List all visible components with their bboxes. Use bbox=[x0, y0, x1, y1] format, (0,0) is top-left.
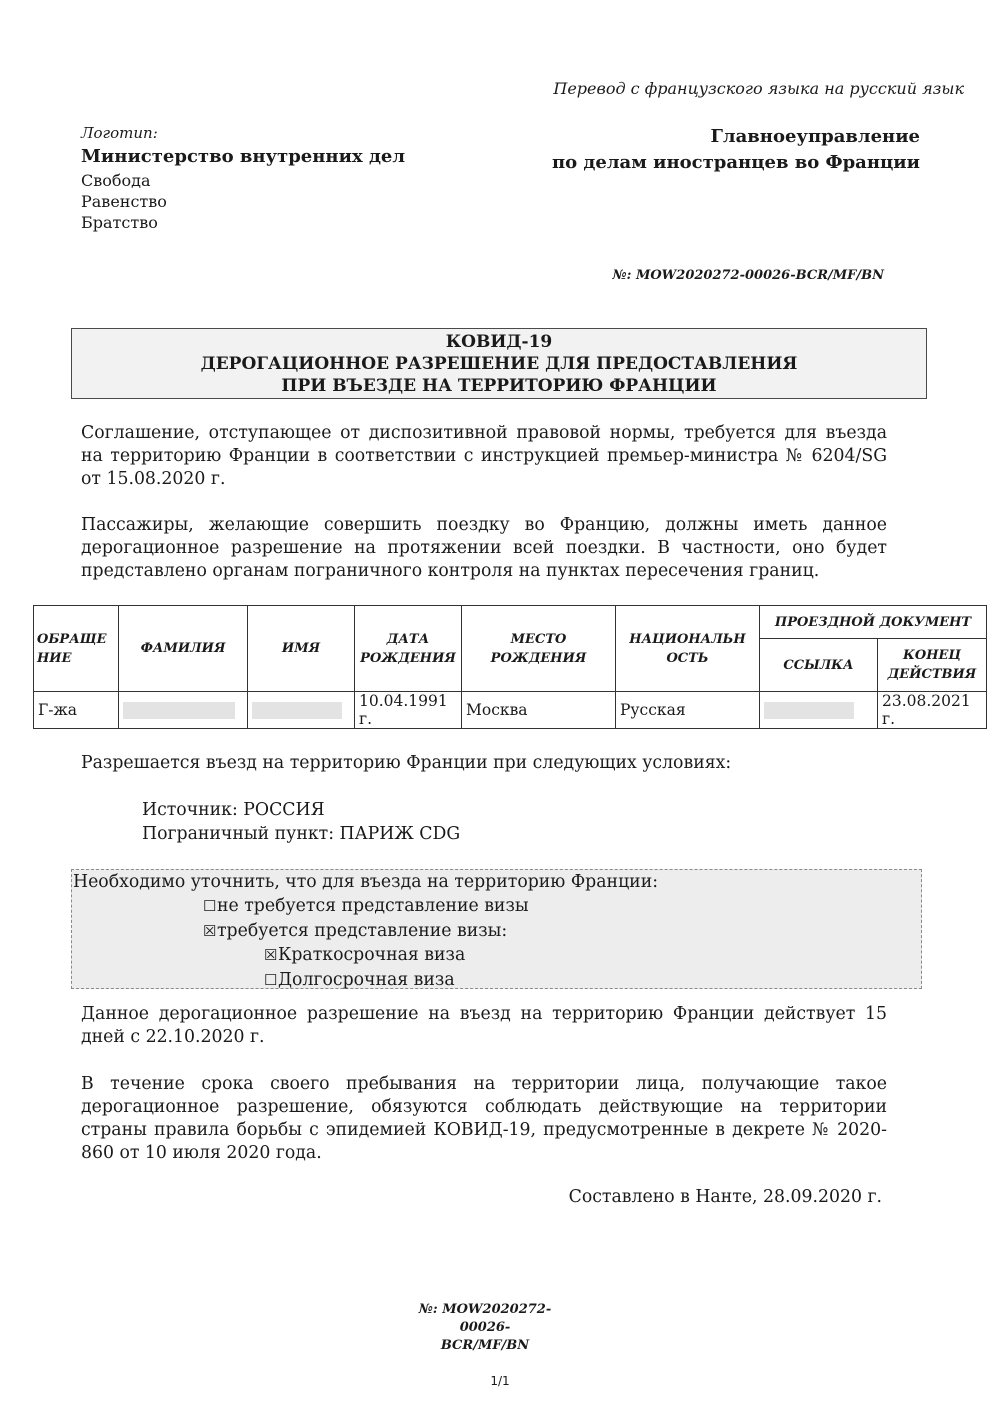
redacted-name bbox=[252, 702, 342, 719]
compiled-place-date: Составлено в Нанте, 28.09.2020 г. bbox=[568, 1187, 882, 1207]
cell-birth-place: Москва bbox=[462, 692, 616, 729]
ministry-name: Министерство внутренних дел bbox=[81, 146, 406, 167]
border-point: Пограничный пункт: ПАРИЖ CDG bbox=[142, 824, 461, 844]
redacted-doc-reference bbox=[764, 702, 854, 719]
checkbox-checked-icon: ☒ bbox=[203, 922, 217, 940]
translation-note: Перевод с французского языка на русский язык bbox=[553, 79, 964, 98]
header-title: ОБРАЩЕ НИЕ bbox=[34, 606, 119, 692]
header-birth-date: ДАТА РОЖДЕНИЯ bbox=[355, 606, 462, 692]
visa-option-not-required bbox=[203, 894, 529, 918]
header-doc-reference: ССЫЛКА bbox=[760, 639, 878, 692]
cell-doc-reference bbox=[760, 692, 878, 729]
source-country: Источник: РОССИЯ bbox=[142, 800, 325, 820]
header-surname: ФАМИЛИЯ bbox=[119, 606, 248, 692]
logo-label: Логотип: bbox=[81, 124, 158, 142]
directorate-line: по делам иностранцев во Франции bbox=[551, 152, 920, 173]
cell-title: Г-жа bbox=[34, 692, 119, 729]
cell-nationality: Русская bbox=[616, 692, 760, 729]
header-travel-document: ПРОЕЗДНОЙ ДОКУМЕНТ bbox=[760, 606, 987, 639]
footer-reference-line: BCR/MF/BN bbox=[440, 1338, 530, 1353]
paragraph-legal-basis: Соглашение, отступающее от диспозитивной правовой нормы, требуется для въезда на территорию Франции в соответствии с инструкцией премьер-министра № 6204/SG от 15.08.2020 г. bbox=[81, 423, 887, 489]
visa-intro: Необходимо уточнить, что для въезда на территорию Франции: bbox=[73, 872, 659, 892]
paragraph-obligations: В течение срока своего пребывания на территории лица, получающие такое дерогационное разрешение, обязуются соблюдать действующие на территории страны правила борьбы с эпидемией КОВИД-19, предусмотренные в декрете № 2020-860 от 10 июля 2020 года. bbox=[81, 1074, 887, 1163]
table-row bbox=[34, 692, 987, 729]
motto-line: Братство bbox=[81, 213, 158, 232]
header-doc-expiry: КОНЕЦ ДЕЙСТВИЯ bbox=[878, 639, 987, 692]
cell-surname bbox=[119, 692, 248, 729]
document-reference: №: MOW2020272-00026-BCR/MF/BN bbox=[612, 268, 884, 283]
document-title bbox=[71, 328, 927, 399]
title-line: ДЕРОГАЦИОННОЕ РАЗРЕШЕНИЕ ДЛЯ ПРЕДОСТАВЛЕНИЯ bbox=[200, 354, 798, 374]
entry-conditions bbox=[142, 798, 460, 846]
cell-birth-date: 10.04.1991 г. bbox=[355, 692, 462, 729]
title-line: ПРИ ВЪЕЗДЕ НА ТЕРРИТОРИЮ ФРАНЦИИ bbox=[281, 376, 717, 396]
header-name: ИМЯ bbox=[248, 606, 355, 692]
cell-name bbox=[248, 692, 355, 729]
directorate-name bbox=[552, 124, 920, 176]
paragraph-validity: Данное дерогационное разрешение на въезд на территорию Франции действует 15 дней с 22.10.2020 г. bbox=[81, 1004, 887, 1047]
visa-option-label: Долгосрочная виза bbox=[278, 970, 455, 990]
page-number: 1/1 bbox=[490, 1374, 510, 1388]
issuer-block bbox=[81, 123, 405, 233]
footer-reference-line: №: MOW2020272-00026- bbox=[418, 1302, 552, 1335]
header-nationality: НАЦИОНАЛЬН ОСТЬ bbox=[616, 606, 760, 692]
title-line: КОВИД-19 bbox=[445, 332, 553, 352]
directorate-line: Главноеуправление bbox=[710, 126, 920, 147]
visa-option-label: Краткосрочная виза bbox=[278, 945, 466, 965]
visa-option-long-stay bbox=[264, 968, 455, 992]
visa-option-short-stay bbox=[264, 943, 465, 967]
checkbox-unchecked-icon: ☐ bbox=[203, 897, 217, 915]
conditions-intro: Разрешается въезд на территорию Франции при следующих условиях: bbox=[81, 753, 732, 773]
redacted-surname bbox=[123, 702, 235, 719]
checkbox-unchecked-icon: ☐ bbox=[264, 971, 278, 989]
footer-reference bbox=[400, 1301, 570, 1355]
cell-doc-expiry: 23.08.2021 г. bbox=[878, 692, 987, 729]
passenger-table bbox=[33, 605, 987, 729]
visa-option-label: не требуется представление визы bbox=[217, 896, 529, 916]
paragraph-passenger-requirement: Пассажиры, желающие совершить поездку во Францию, должны иметь данное дерогационное разрешение на протяжении всей поездки. В частности, оно будет представлено органам пограничного контроля на пунктах пересечения границ. bbox=[81, 515, 887, 581]
visa-option-required bbox=[203, 919, 507, 943]
motto-line: Равенство bbox=[81, 192, 167, 211]
visa-option-label: требуется представление визы: bbox=[217, 921, 508, 941]
motto-line: Свобода bbox=[81, 171, 151, 190]
visa-requirement-box bbox=[71, 869, 922, 989]
header-birth-place: МЕСТО РОЖДЕНИЯ bbox=[462, 606, 616, 692]
checkbox-checked-icon: ☒ bbox=[264, 946, 278, 964]
